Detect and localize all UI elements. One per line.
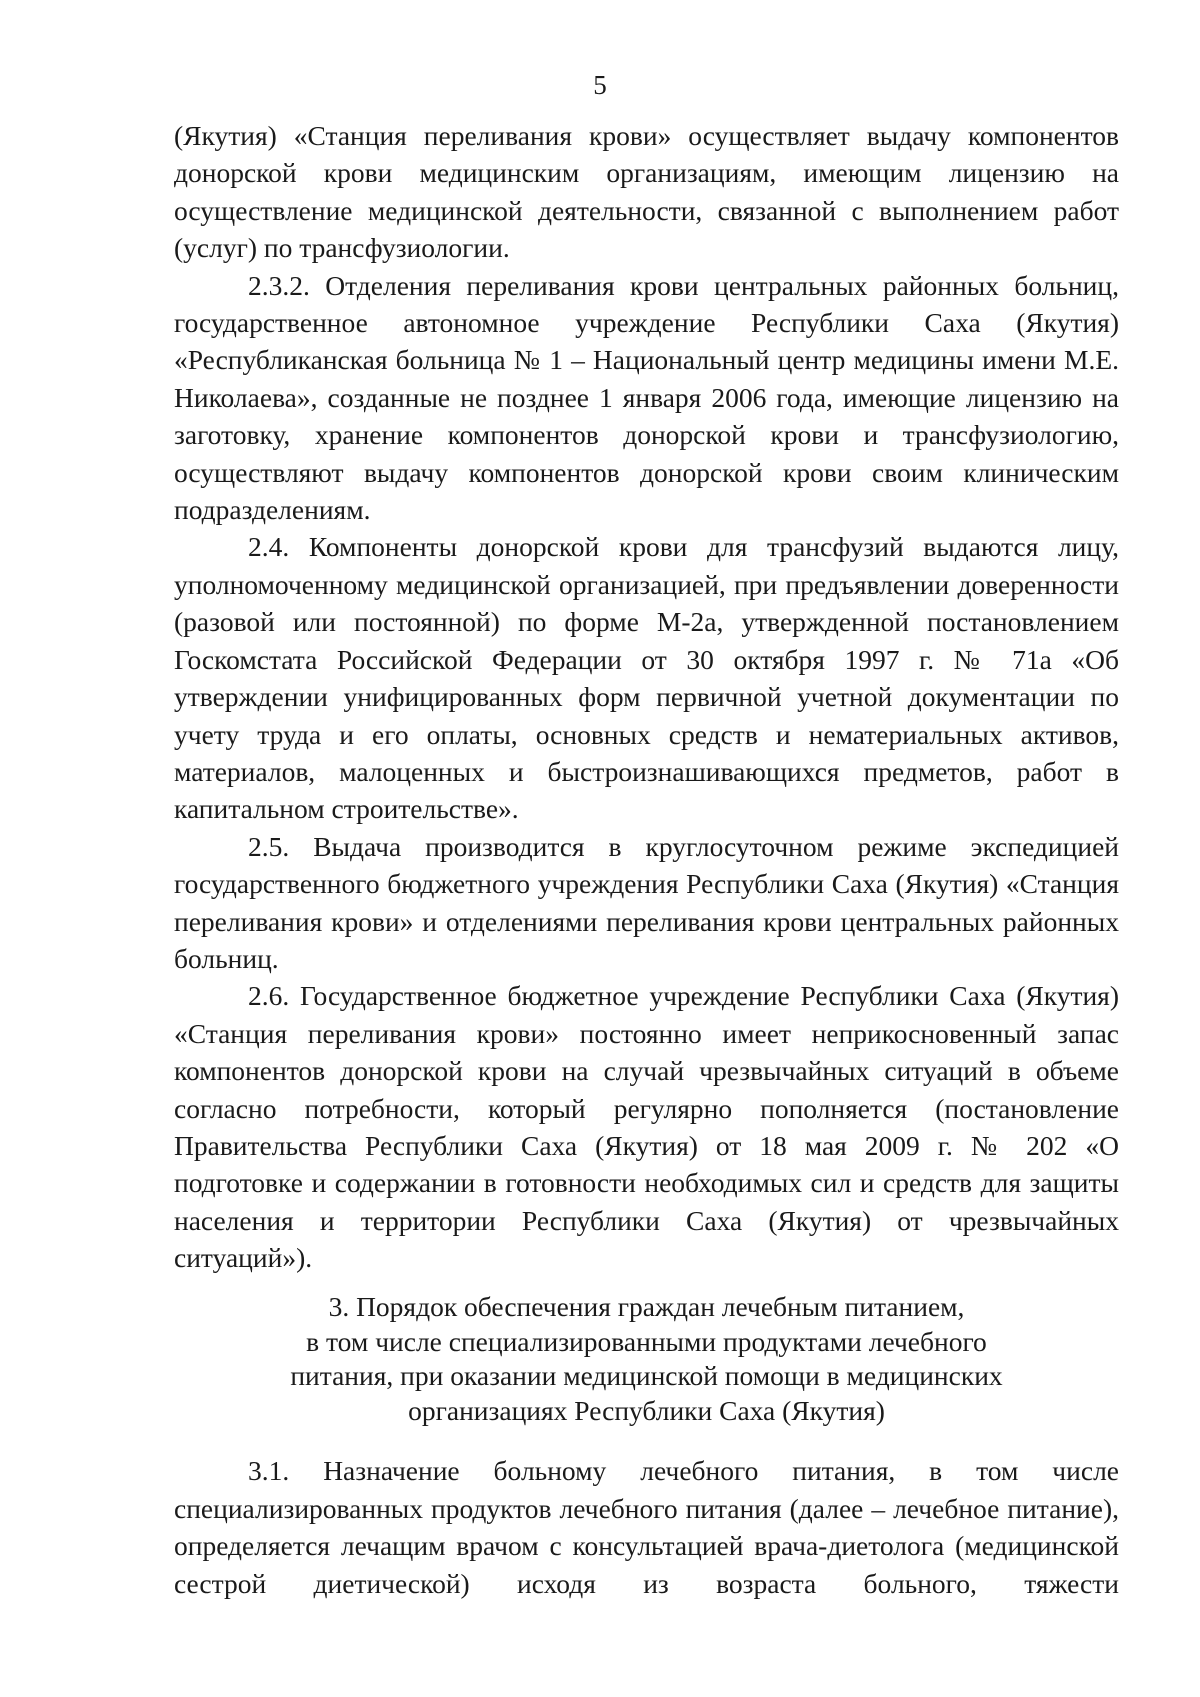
heading-line: организациях Республики Саха (Якутия): [408, 1394, 885, 1426]
heading-line: в том числе специализированными продуктами лечебного: [306, 1325, 987, 1357]
document-body: [174, 117, 1119, 1277]
paragraph-3-1: 3.1. Назначение больному лечебного питания, в том числе специализированных продуктов лечебного питания (далее – лечебное питание), определяется лечащим врачом с консультацией врача-диетолога (медицинской сестрой диетической) исходя из возраста больного, тяжести: [174, 1455, 1119, 1599]
section-3-heading: [174, 1290, 1119, 1428]
page-number: 5: [593, 70, 607, 100]
paragraph-2-6: 2.6. Государственное бюджетное учреждение Республики Саха (Якутия) «Станция переливания крови» постоянно имеет неприкосновенный запас компонентов донорской крови на случай чрезвычайных ситуаций в объеме согласно потребности, который регулярно пополняется (постановление Правительства Республики Саха (Якутия) от 18 мая 2009 г. № 202 «О подготовке и содержании в готовности необходимых сил и средств для защиты населения и территории Республики Саха (Якутия) от чрезвычайных ситуаций»).: [174, 980, 1119, 1274]
paragraph-continuation: (Якутия) «Станция переливания крови» осуществляет выдачу компонентов донорской крови медицинским организациям, имеющим лицензию на осуществление медицинской деятельности, связанной с выполнением работ (услуг) по трансфузиологии.: [174, 120, 1119, 264]
paragraph-2-3-2: 2.3.2. Отделения переливания крови центральных районных больниц, государственное автономное учреждение Республики Саха (Якутия) «Республиканская больница № 1 – Национальный центр медицины имени М.Е. Николаева», созданные не позднее 1 января 2006 года, имеющие лицензию на заготовку, хранение компонентов донорской крови и трансфузиологию, осуществляют выдачу компонентов донорской крови своим клиническим подразделениям.: [174, 269, 1119, 526]
paragraph-2-5: 2.5. Выдача производится в круглосуточном режиме экспедицией государственного бюджетного учреждения Республики Саха (Якутия) «Станция переливания крови» и отделениями переливания крови центральных районных больниц.: [174, 830, 1119, 974]
section-3-body: [174, 1452, 1119, 1602]
heading-line: 3. Порядок обеспечения граждан лечебным питанием,: [328, 1291, 965, 1322]
heading-line: питания, при оказании медицинской помощи в медицинских: [290, 1360, 1003, 1391]
paragraph-2-4: 2.4. Компоненты донорской крови для трансфузий выдаются лицу, уполномоченному медицинской организацией, при предъявлении доверенности (разовой или постоянной) по форме М-2а, утвержденной постановлением Госкомстата Российской Федерации от 30 октября 1997 г. № 71а «Об утверждении унифицированных форм первичной учетной документации по учету труда и его оплаты, основных средств и нематериальных активов, материалов, малоценных и быстроизнашивающихся предметов, работ в капитальном строительстве».: [174, 531, 1119, 825]
